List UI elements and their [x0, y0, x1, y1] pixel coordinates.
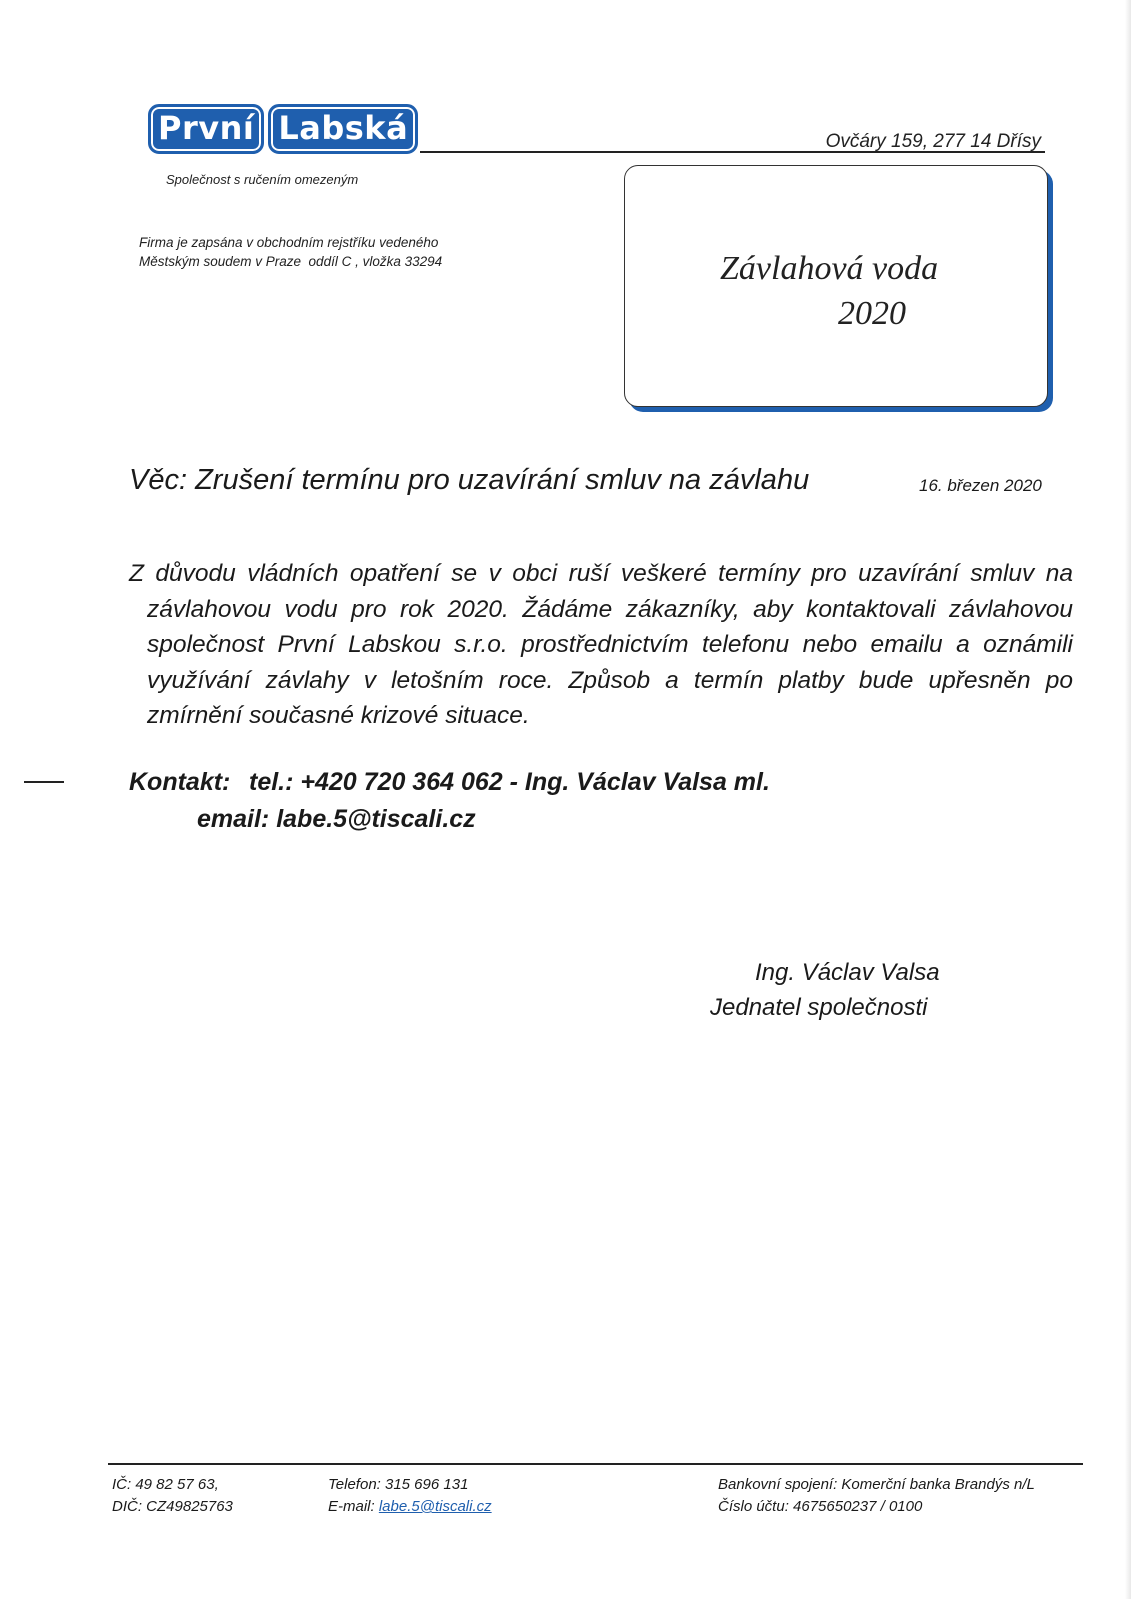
footer-email-link[interactable]: labe.5@tiscali.cz — [378, 1498, 492, 1515]
footer-account-number: Číslo účtu: 4675650237 / 0100 — [718, 1498, 923, 1515]
signatory-role: Jednatel společnosti — [710, 994, 928, 1021]
logo-word-second: Labská — [268, 104, 418, 154]
logo-word-first: První — [148, 104, 264, 154]
footer-phone: Telefon: 315 696 131 — [328, 1476, 469, 1493]
letter-body — [129, 556, 1073, 734]
margin-dash — [24, 781, 64, 783]
footer-bank — [718, 1474, 1035, 1518]
footer-contact — [328, 1474, 492, 1518]
footer-email-label: E-mail: — [328, 1498, 379, 1515]
footer-rule — [108, 1463, 1083, 1465]
letter-date: 16. březen 2020 — [919, 476, 1042, 495]
body-line: závlahovou vodu pro rok 2020. Žádáme zákazníky, aby kontaktovali závlahovou — [147, 595, 1073, 623]
title-box-year: 2020 — [838, 295, 906, 332]
body-line: využívání závlahy v letošním roce. Způsob a termín platby bude upřesněn po — [147, 666, 1073, 694]
company-legal-form: Společnost s ručením omezeným — [166, 172, 359, 187]
footer-company-ids — [112, 1474, 233, 1518]
company-address: Ovčáry 159, 277 14 Dřísy — [825, 131, 1041, 152]
page-edge-shadow — [1125, 0, 1131, 1599]
contact-phone: tel.: +420 720 364 062 - Ing. Václav Valsa ml. — [249, 768, 770, 796]
contact-label: Kontakt: — [129, 768, 231, 796]
footer-dic: DIČ: CZ49825763 — [112, 1498, 233, 1515]
contact-email: email: labe.5@tiscali.cz — [197, 805, 476, 833]
registry-note — [139, 233, 442, 271]
footer-ico: IČ: 49 82 57 63, — [112, 1476, 219, 1493]
body-line: Z důvodu vládních opatření se v obci ruší veškeré termíny pro uzavírání smluv na — [129, 560, 1073, 587]
registry-line-1: Firma je zapsána v obchodním rejstříku vedeného — [139, 235, 439, 250]
company-logo — [148, 103, 418, 155]
footer-bank-connection: Bankovní spojení: Komerční banka Brandýs n/L — [718, 1476, 1035, 1493]
registry-line-2: Městským soudem v Praze oddíl C , vložka 33294 — [139, 254, 443, 269]
footer-email-row — [328, 1496, 492, 1518]
body-line: zmírnění současné krizové situace. — [147, 702, 530, 729]
body-line: společnost První Labskou s.r.o. prostřednictvím telefonu nebo emailu a oznámili — [147, 631, 1073, 658]
letter-subject: Věc: Zrušení termínu pro uzavírání smluv na závlahu — [129, 464, 810, 496]
signatory-name: Ing. Václav Valsa — [755, 959, 940, 986]
title-box-heading: Závlahová voda — [720, 250, 939, 287]
